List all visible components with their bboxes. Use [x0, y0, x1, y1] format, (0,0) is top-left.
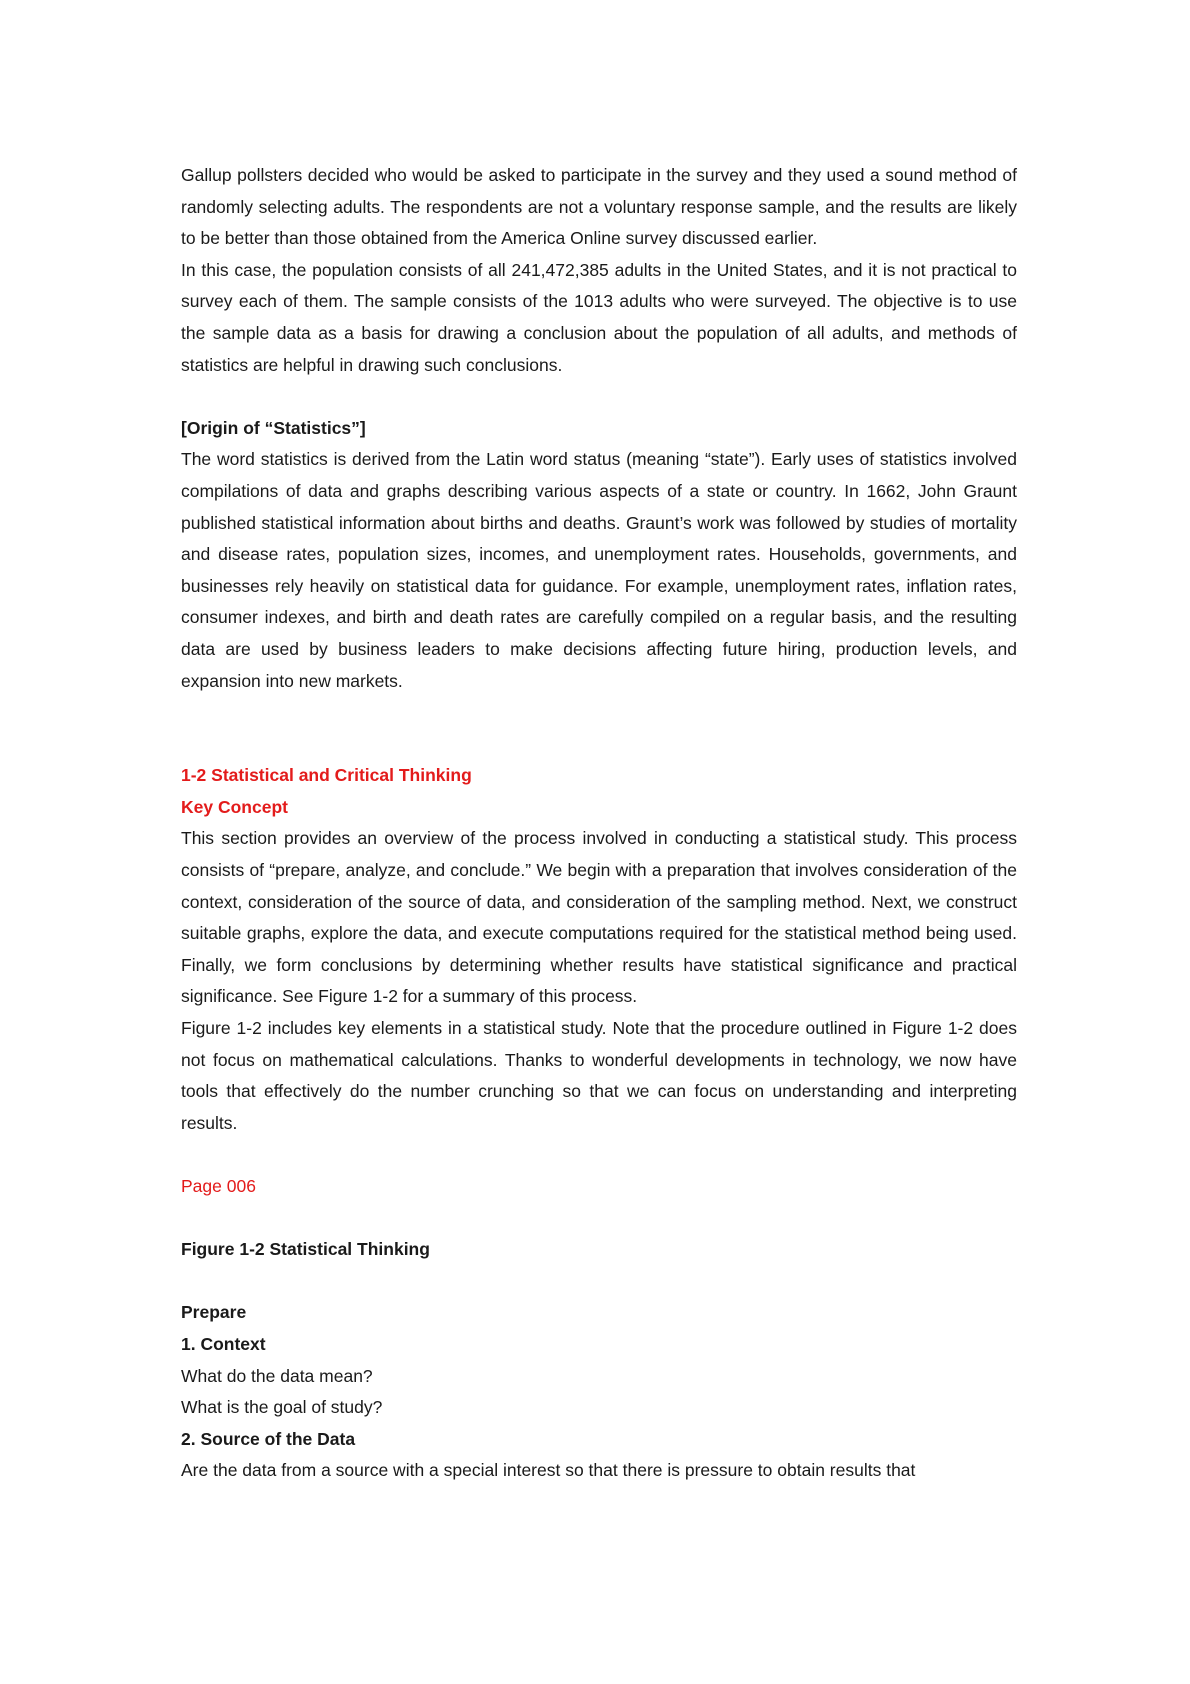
context-question-1: What do the data mean? [181, 1365, 373, 1386]
spacer [181, 381, 1017, 413]
figure-title: Figure 1-2 Statistical Thinking [181, 1239, 430, 1260]
context-heading: 1. Context [181, 1333, 266, 1354]
spacer [181, 1266, 1017, 1298]
origin-heading: [Origin of “Statistics”] [181, 417, 366, 438]
paragraph-population: In this case, the population consists of all 241,472,385 adults in the United States, and it is not practical to survey each of them. The sample consists of the 1013 adults who were surveyed. The objective is to use the sample data as a basis for drawing a conclusion about the population of all adults, and methods of statistics are helpful in drawing such conclusions. [181, 259, 1017, 375]
page-marker: Page 006 [181, 1176, 256, 1196]
context-question-2: What is the goal of study? [181, 1397, 383, 1418]
key-concept-heading: Key Concept [181, 796, 288, 817]
paragraph-origin: The word statistics is derived from the Latin word status (meaning “state”). Early uses of statistics involved compilations of data and graphs describing various aspects of a state or country. In 1662, John Graunt published statistical information about births and deaths. Graunt’s work was followed by studies of mortality and disease rates, population sizes, incomes, and unemployment rates. Households, governments, and businesses rely heavily on statistical data for guidance. For example, unemployment rates, inflation rates, consumer indexes, and birth and death rates are carefully compiled on a regular basis, and the resulting data are used by business leaders to make decisions affecting future hiring, production levels, and expansion into new markets. [181, 449, 1017, 691]
paragraph-gallup: Gallup pollsters decided who would be asked to participate in the survey and they used a sound method of randomly selecting adults. The respondents are not a voluntary response sample, and the results are likely to be better than those obtained from the America Online survey discussed earlier. [181, 165, 1017, 249]
paragraph-overview: This section provides an overview of the process involved in conducting a statistical study. This process consists of “prepare, analyze, and conclude.” We begin with a preparation that involves consideration of the context, consideration of the source of data, and consideration of the sampling method. Next, we construct suitable graphs, explore the data, and execute computations required for the statistical method being used. Finally, we form conclusions by determining whether results have statistical significance and practical significance. See Figure 1-2 for a summary of this process. [181, 828, 1017, 1007]
source-heading: 2. Source of the Data [181, 1428, 356, 1449]
prepare-heading: Prepare [181, 1302, 247, 1323]
paragraph-source: Are the data from a source with a special interest so that there is pressure to obtain results that [181, 1460, 916, 1481]
spacer [181, 1203, 1017, 1235]
spacer [181, 697, 1017, 760]
section-title: 1-2 Statistical and Critical Thinking [181, 765, 472, 786]
document-page [181, 160, 1017, 1487]
paragraph-figure-description: Figure 1-2 includes key elements in a statistical study. Note that the procedure outlined in Figure 1-2 does not focus on mathematical calculations. Thanks to wonderful developments in technology, we now have tools that effectively do the number crunching so that we can focus on understanding and interpreting results. [181, 1018, 1017, 1133]
spacer [181, 1139, 1017, 1171]
